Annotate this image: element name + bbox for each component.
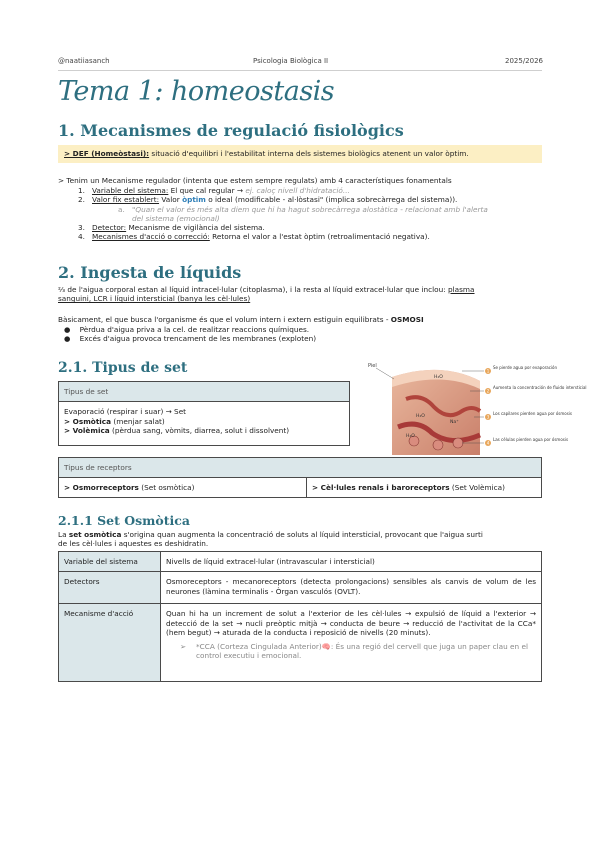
receptor-osmo: > Osmorreceptors (Set osmòtica)	[59, 478, 307, 498]
page-title: Tema 1: homeostasis	[58, 76, 335, 107]
skin-dehydration-figure	[362, 359, 587, 459]
thirst-types-header: Tipus de set	[59, 382, 350, 402]
water-label: H₂O	[434, 375, 443, 380]
list-item: 2. Valor fix establert: Valor òptim o ideal (modificable - al·lòstasi" (implica sobrecàrrega del sistema)).	[78, 195, 458, 205]
water-paragraph: ⅔ de l'aigua corporal estan al líquid intracel·lular (citoplasma), i la resta al líquid extracel·lular que inclou: plasma sanguini, LCR i líquid intersticial (banya les cèl·lules)	[58, 285, 475, 304]
list-item: ● Pèrdua d'aigua priva a la cel. de realitzar reaccions químiques.	[64, 325, 310, 334]
list-item: 4. Mecanismes d'acció o correcció: Retorna el valor a l'estat òptim (retroalimentació negativa).	[78, 232, 430, 242]
sodium-label: Na⁺	[450, 420, 459, 425]
definition-box	[58, 145, 542, 163]
header-divider	[58, 70, 542, 71]
list-item: 3. Detector: Mecanisme de vigilància del sistema.	[78, 223, 265, 233]
svg-text:1: 1	[486, 368, 490, 374]
receptor-renal: > Cèl·lules renals i baroreceptors (Set Volèmica)	[307, 478, 542, 498]
water-label: H₂O	[406, 434, 415, 439]
section-2-1-heading: 2.1. Tipus de set	[58, 360, 188, 376]
osmotic-thirst-table	[58, 551, 542, 682]
osmotic-thirst-paragraph: La set osmòtica s'origina quan augmenta la concentració de soluts al líquid intersticial, provocant que l'aigua surti de les cèl·lules i aquestes es deshidratin.	[58, 530, 483, 549]
sub-item-a: a. "Quan el valor és més alta diem que hi ha hagut sobrecàrrega alostàtica - relacionat amb l'alerta	[118, 204, 488, 214]
section-2-heading: 2. Ingesta de líquids	[58, 263, 242, 282]
skin-label: Piel	[368, 363, 377, 369]
row-value: Osmoreceptors - mecanoreceptors (detecta prolongacions) sensibles als canvis de volum de les neurones (làmina terminalis - Òrgan vasculós (OVLT).	[161, 572, 542, 604]
thirst-types-body: Evaporació (respirar i suar) → Set > Osmòtica (menjar salat) > Volèmica (pèrdua sang, vòmits, diarrea, solut i dissolvent)	[59, 402, 350, 446]
svg-text:2: 2	[486, 388, 490, 394]
brain-icon: 🧠	[321, 641, 331, 651]
svg-text:4: 4	[486, 440, 490, 446]
header-author: @naatiiasanch	[58, 57, 110, 65]
legend-text: Se pierde agua por evaporación	[493, 365, 558, 370]
svg-text:3: 3	[486, 414, 490, 420]
definition-label: > DEF (Homeòstasi):	[64, 149, 150, 158]
regulator-intro: > Tenim un Mecanisme regulador (intenta que estem sempre regulats) amb 4 característiques fonamentals	[58, 176, 452, 185]
list-item: 1. Variable del sistema: El que cal regular → ej. caloç nivell d'hidratació...	[78, 186, 350, 195]
row-value: Quan hi ha un increment de solut a l'exterior de les cèl·lules → expulsió de líquid a l'exterior → detecció de la set → nucli preòptic mitjà → conducta de beure → reducció de l'activitat de la CCa* (hem begut) → aturada de la conducta i reposició de nivells (20 minuts). ➢ *CCA (Corteza Cingulada Anterior)🧠: És una regió del cervell que juga un paper clau en el control executiu i emocional.	[161, 604, 542, 682]
section-1-heading: 1. Mecanismes de regulació fisiològics	[58, 121, 404, 140]
section-2-1-1-heading: 2.1.1 Set Osmòtica	[58, 513, 190, 528]
receptors-table	[58, 457, 542, 498]
header-year: 2025/2026	[505, 57, 543, 65]
definition-text: situació d'equilibri i l'estabilitat interna dels sistemes biològics atenent un valor òptim.	[149, 149, 469, 158]
osmosis-bullets	[64, 325, 316, 344]
osmosis-paragraph: Bàsicament, el que busca l'organisme és que el volum intern i extern estiguin equilibrats - OSMOSI	[58, 315, 424, 324]
legend-text: Las células pierden agua por ósmosis	[493, 437, 569, 442]
regulator-list	[78, 186, 538, 242]
receptors-header: Tipus de receptors	[59, 458, 542, 478]
row-label: Detectors	[59, 572, 161, 604]
cca-note: ➢ *CCA (Corteza Cingulada Anterior)🧠: És una regió del cervell que juga un paper clau en el control executiu i emocional.	[180, 641, 528, 660]
water-label: H₂O	[416, 414, 425, 419]
list-item: ● Excés d'aigua provoca trencament de les membranes (exploten)	[64, 334, 317, 344]
sub-item-a-cont: del sistema (emocional)	[132, 213, 220, 223]
header-subject: Psicologia Biològica II	[253, 57, 329, 65]
row-value: Nivells de líquid extracel·lular (intravascular i intersticial)	[161, 552, 542, 572]
legend-text: Los capilares pierden agua por ósmosis	[493, 411, 572, 416]
legend-text: Aumenta la concentración de fluido intersticial	[493, 385, 587, 390]
row-label: Variable del sistema	[59, 552, 161, 572]
thirst-types-table	[58, 381, 350, 446]
row-label: Mecanisme d'acció	[59, 604, 161, 682]
skin-cross-section-illustration	[362, 359, 587, 459]
